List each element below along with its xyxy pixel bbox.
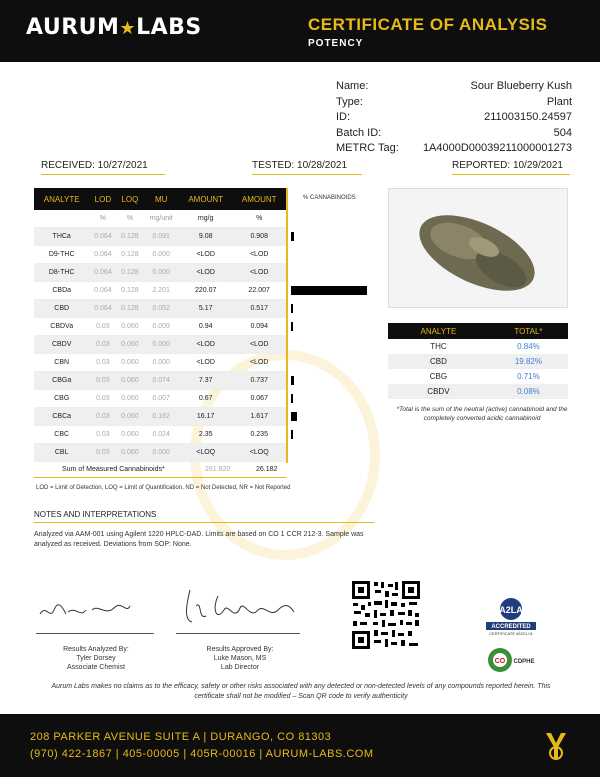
table-divider bbox=[286, 188, 288, 463]
table-row bbox=[34, 245, 286, 263]
cell-name: CBC bbox=[34, 425, 89, 443]
analyte-header-cell: LOQ bbox=[116, 188, 143, 210]
qr-code[interactable] bbox=[351, 580, 421, 650]
cell-pct: 0.517 bbox=[232, 299, 286, 317]
table-row bbox=[34, 443, 286, 461]
cell-loq: 0.060 bbox=[116, 389, 143, 407]
totals-table bbox=[388, 323, 568, 399]
abbreviation-legend: LOD = Limit of Detection, LOQ = Limit of Quantification, ND = Not Detected, NR = Not Reported bbox=[36, 485, 291, 491]
tested-date: TESTED: 10/28/2021 bbox=[252, 160, 362, 175]
approver-block bbox=[190, 645, 290, 672]
sample-value: Plant bbox=[546, 95, 572, 108]
sample-label: Batch ID: bbox=[336, 126, 382, 139]
analyte-header-cell: AMOUNT bbox=[232, 188, 286, 210]
cell-loq: 0.060 bbox=[116, 425, 143, 443]
header-bar bbox=[0, 0, 600, 62]
cell-lod: 0.03 bbox=[89, 371, 116, 389]
reported-date: REPORTED: 10/29/2021 bbox=[452, 160, 570, 175]
sample-label: Name: bbox=[336, 80, 369, 92]
totals-value: 0.08% bbox=[489, 384, 568, 399]
totals-value: 0.71% bbox=[517, 372, 540, 381]
sample-row bbox=[336, 127, 572, 143]
cell-lod: 0.03 bbox=[89, 389, 116, 407]
cannabinoid-bar bbox=[291, 394, 293, 403]
table-row bbox=[34, 389, 286, 407]
footer-contact: (970) 422-1867 | 405-00005 | 405R-00016 | AURUM-LABS.COM bbox=[30, 748, 374, 760]
cell-pct: <LOD bbox=[232, 245, 286, 263]
cell-mu: 0.024 bbox=[143, 425, 178, 443]
sample-value: 504 bbox=[553, 126, 572, 139]
totals-row bbox=[388, 354, 568, 369]
cannabinoid-bar bbox=[291, 322, 293, 331]
cell-lod: 0.064 bbox=[89, 227, 116, 245]
sample-info bbox=[336, 80, 572, 158]
cell-pct: 0.908 bbox=[232, 227, 286, 245]
cell-mg: <LOD bbox=[179, 335, 233, 353]
analyst-title: Associate Chemist bbox=[67, 664, 125, 671]
cell-name: CBG bbox=[34, 389, 89, 407]
cell-mg: <LOQ bbox=[179, 443, 233, 461]
notes-title: NOTES AND INTERPRETATIONS bbox=[34, 510, 374, 523]
totals-header-analyte: ANALYTE bbox=[388, 323, 489, 339]
disclaimer: Aurum Labs makes no claims as to the efficacy, safety or other risks associated with any detected or non-detected levels of any compounds reported herein. This certificate shall not be modified – Scan QR code to verify authenticity bbox=[51, 683, 551, 700]
cell-mg: 16.17 bbox=[179, 407, 233, 425]
unit-cell: mg/unit bbox=[143, 210, 178, 227]
analyte-header-cell: MU bbox=[143, 188, 178, 210]
approver-title: Lab Director bbox=[220, 664, 260, 671]
divider-line bbox=[34, 477, 286, 478]
totals-analyte: CBG bbox=[429, 372, 448, 381]
cell-mg: <LOD bbox=[179, 245, 233, 263]
cell-name: D9-THC bbox=[34, 245, 89, 263]
cell-name: CBD bbox=[34, 299, 89, 317]
certificate-subtitle: POTENCY bbox=[308, 38, 364, 49]
sample-label: METRC Tag: bbox=[336, 142, 399, 154]
totals-row bbox=[388, 384, 568, 399]
analyst-signature bbox=[36, 596, 134, 626]
cannabinoid-bar bbox=[291, 430, 293, 439]
cdphe-badge bbox=[486, 646, 538, 674]
cell-mu: 0.000 bbox=[143, 443, 178, 461]
sample-row bbox=[336, 80, 572, 96]
cell-name: CBL bbox=[34, 443, 89, 461]
cell-mg: 220.07 bbox=[179, 281, 233, 299]
cell-loq: 0.060 bbox=[116, 407, 143, 425]
cell-pct: <LOD bbox=[232, 263, 286, 281]
cell-name: CBDa bbox=[34, 281, 89, 299]
analyte-table bbox=[34, 188, 286, 462]
cell-mg: <LOD bbox=[179, 353, 233, 371]
sample-row bbox=[336, 111, 572, 127]
cell-loq: 0.128 bbox=[116, 263, 143, 281]
cell-pct: 1.617 bbox=[232, 407, 286, 425]
totals-analyte: THC bbox=[430, 342, 447, 351]
cell-pct: <LOQ bbox=[232, 443, 286, 461]
table-row bbox=[34, 353, 286, 371]
table-row bbox=[34, 425, 286, 443]
approver-name: Luke Mason, MS bbox=[213, 655, 267, 662]
cell-name: CBN bbox=[34, 353, 89, 371]
cell-loq: 0.128 bbox=[116, 245, 143, 263]
co-label: CO bbox=[494, 658, 506, 665]
cell-loq: 0.128 bbox=[116, 281, 143, 299]
cell-lod: 0.064 bbox=[89, 263, 116, 281]
signature-line bbox=[176, 633, 300, 634]
cell-pct: 22.007 bbox=[232, 281, 286, 299]
cell-pct: <LOD bbox=[232, 353, 286, 371]
cell-lod: 0.03 bbox=[89, 407, 116, 425]
cell-lod: 0.064 bbox=[89, 299, 116, 317]
table-row bbox=[34, 407, 286, 425]
notes-text: Analyzed via AAM-001 using Agilent 1220 HPLC-DAD. Limits are based on CO 1 CCR 212-3. Sample was analyzed as received. Deviations from SOP: None. bbox=[34, 531, 364, 548]
cdphe-label: CDPHE bbox=[513, 659, 535, 665]
cell-mg: <LOD bbox=[179, 263, 233, 281]
accredited-badge bbox=[484, 596, 538, 636]
table-row bbox=[34, 371, 286, 389]
cell-lod: 0.03 bbox=[89, 425, 116, 443]
cell-name: CBCa bbox=[34, 407, 89, 425]
sample-label: ID: bbox=[336, 111, 351, 123]
cell-mg: 9.08 bbox=[179, 227, 233, 245]
cell-name: THCa bbox=[34, 227, 89, 245]
cell-pct: 0.094 bbox=[232, 317, 286, 335]
sum-mg: 261.820 bbox=[205, 466, 231, 473]
cell-name: CBDVa bbox=[34, 317, 89, 335]
footer-address: 208 PARKER AVENUE SUITE A | DURANGO, CO 81303 bbox=[30, 731, 332, 743]
cell-loq: 0.060 bbox=[116, 353, 143, 371]
sum-percent: 26.182 bbox=[256, 466, 278, 473]
accredited-label: ACCREDITED bbox=[491, 624, 531, 630]
aurum-labs-logo: AURUM★LABS bbox=[26, 15, 202, 40]
certificate-title: CERTIFICATE OF ANALYSIS bbox=[308, 15, 548, 34]
sample-value: 1A4000D00039211000001273 bbox=[422, 142, 572, 154]
table-row bbox=[34, 335, 286, 353]
table-row bbox=[34, 263, 286, 281]
unit-cell: % bbox=[116, 210, 143, 227]
cell-loq: 0.060 bbox=[116, 371, 143, 389]
sample-row bbox=[336, 142, 572, 158]
cell-mg: 2.35 bbox=[179, 425, 233, 443]
signature-line bbox=[36, 633, 154, 634]
analyst-name: Tyler Dorsey bbox=[76, 655, 116, 662]
analyst-role: Results Analyzed By: bbox=[63, 646, 129, 653]
cell-mu: 0.052 bbox=[143, 299, 178, 317]
sample-row bbox=[336, 96, 572, 112]
cell-mu: 2.201 bbox=[143, 281, 178, 299]
totals-value: 0.84% bbox=[517, 342, 540, 351]
sample-value: 211003150.24597 bbox=[484, 111, 572, 123]
cell-lod: 0.03 bbox=[89, 317, 116, 335]
cell-pct: <LOD bbox=[232, 335, 286, 353]
table-row bbox=[34, 281, 286, 299]
cell-name: D8-THC bbox=[34, 263, 89, 281]
cell-mu: 0.000 bbox=[143, 245, 178, 263]
cannabinoid-percent-label: % CANNABINOIDS bbox=[303, 195, 356, 201]
analyst-block bbox=[56, 645, 136, 672]
table-row bbox=[34, 227, 286, 245]
aurum-logo-icon bbox=[542, 729, 570, 763]
cell-lod: 0.03 bbox=[89, 353, 116, 371]
cannabinoid-bar bbox=[291, 412, 297, 421]
cell-name: CBGa bbox=[34, 371, 89, 389]
cell-loq: 0.128 bbox=[116, 299, 143, 317]
cannabinoid-bar bbox=[291, 304, 293, 313]
cell-pct: 0.235 bbox=[232, 425, 286, 443]
certificate-number: CERTIFICATE #5221.01 bbox=[489, 631, 533, 636]
cannabinoid-bar bbox=[291, 286, 367, 295]
totals-header-total: TOTAL* bbox=[489, 323, 568, 339]
totals-value: 19.82% bbox=[489, 354, 568, 369]
cell-mu: 0.000 bbox=[143, 353, 178, 371]
cell-mg: 0.67 bbox=[179, 389, 233, 407]
footer-bar bbox=[0, 714, 600, 777]
units-row bbox=[34, 210, 286, 227]
approver-signature bbox=[178, 586, 298, 631]
cell-mu: 0.007 bbox=[143, 389, 178, 407]
cell-lod: 0.03 bbox=[89, 443, 116, 461]
sample-label: Type: bbox=[336, 95, 363, 108]
cell-lod: 0.03 bbox=[89, 335, 116, 353]
cell-mu: 0.000 bbox=[143, 263, 178, 281]
cell-mg: 7.37 bbox=[179, 371, 233, 389]
sample-value: Sour Blueberry Kush bbox=[470, 80, 572, 92]
table-row bbox=[34, 317, 286, 335]
cell-loq: 0.060 bbox=[116, 317, 143, 335]
analyte-header-cell: LOD bbox=[89, 188, 116, 210]
unit-cell bbox=[34, 210, 89, 227]
cell-mg: 5.17 bbox=[179, 299, 233, 317]
cell-loq: 0.060 bbox=[116, 443, 143, 461]
cell-lod: 0.064 bbox=[89, 281, 116, 299]
received-date: RECEIVED: 10/27/2021 bbox=[41, 160, 165, 175]
sample-photo bbox=[388, 188, 568, 308]
totals-row bbox=[388, 339, 568, 354]
totals-analyte: CBD bbox=[388, 354, 489, 369]
analyte-header-cell: AMOUNT bbox=[179, 188, 233, 210]
cell-mu: 0.009 bbox=[143, 317, 178, 335]
approver-role: Results Approved By: bbox=[206, 646, 274, 653]
cell-lod: 0.064 bbox=[89, 245, 116, 263]
cell-loq: 0.128 bbox=[116, 227, 143, 245]
cannabinoid-bar bbox=[291, 376, 294, 385]
totals-analyte: CBDV bbox=[388, 384, 489, 399]
cell-name: CBDV bbox=[34, 335, 89, 353]
cell-pct: 0.737 bbox=[232, 371, 286, 389]
totals-row bbox=[388, 369, 568, 384]
sum-label: Sum of Measured Cannabinoids* bbox=[62, 466, 165, 473]
cell-mu: 0.091 bbox=[143, 227, 178, 245]
cell-pct: 0.067 bbox=[232, 389, 286, 407]
cannabinoid-bar bbox=[291, 232, 294, 241]
cell-mu: 0.000 bbox=[143, 335, 178, 353]
unit-cell: % bbox=[232, 210, 286, 227]
unit-cell: mg/g bbox=[179, 210, 233, 227]
cell-mu: 0.074 bbox=[143, 371, 178, 389]
table-row bbox=[34, 299, 286, 317]
totals-note: *Total is the sum of the neutral (active) cannabinoid and the completely converted acidic cannabinoid bbox=[396, 406, 568, 422]
unit-cell: % bbox=[89, 210, 116, 227]
cell-mg: 0.94 bbox=[179, 317, 233, 335]
cell-loq: 0.060 bbox=[116, 335, 143, 353]
analyte-header-cell: ANALYTE bbox=[34, 188, 89, 210]
cell-mu: 0.162 bbox=[143, 407, 178, 425]
svg-text:A2LA: A2LA bbox=[499, 605, 523, 615]
